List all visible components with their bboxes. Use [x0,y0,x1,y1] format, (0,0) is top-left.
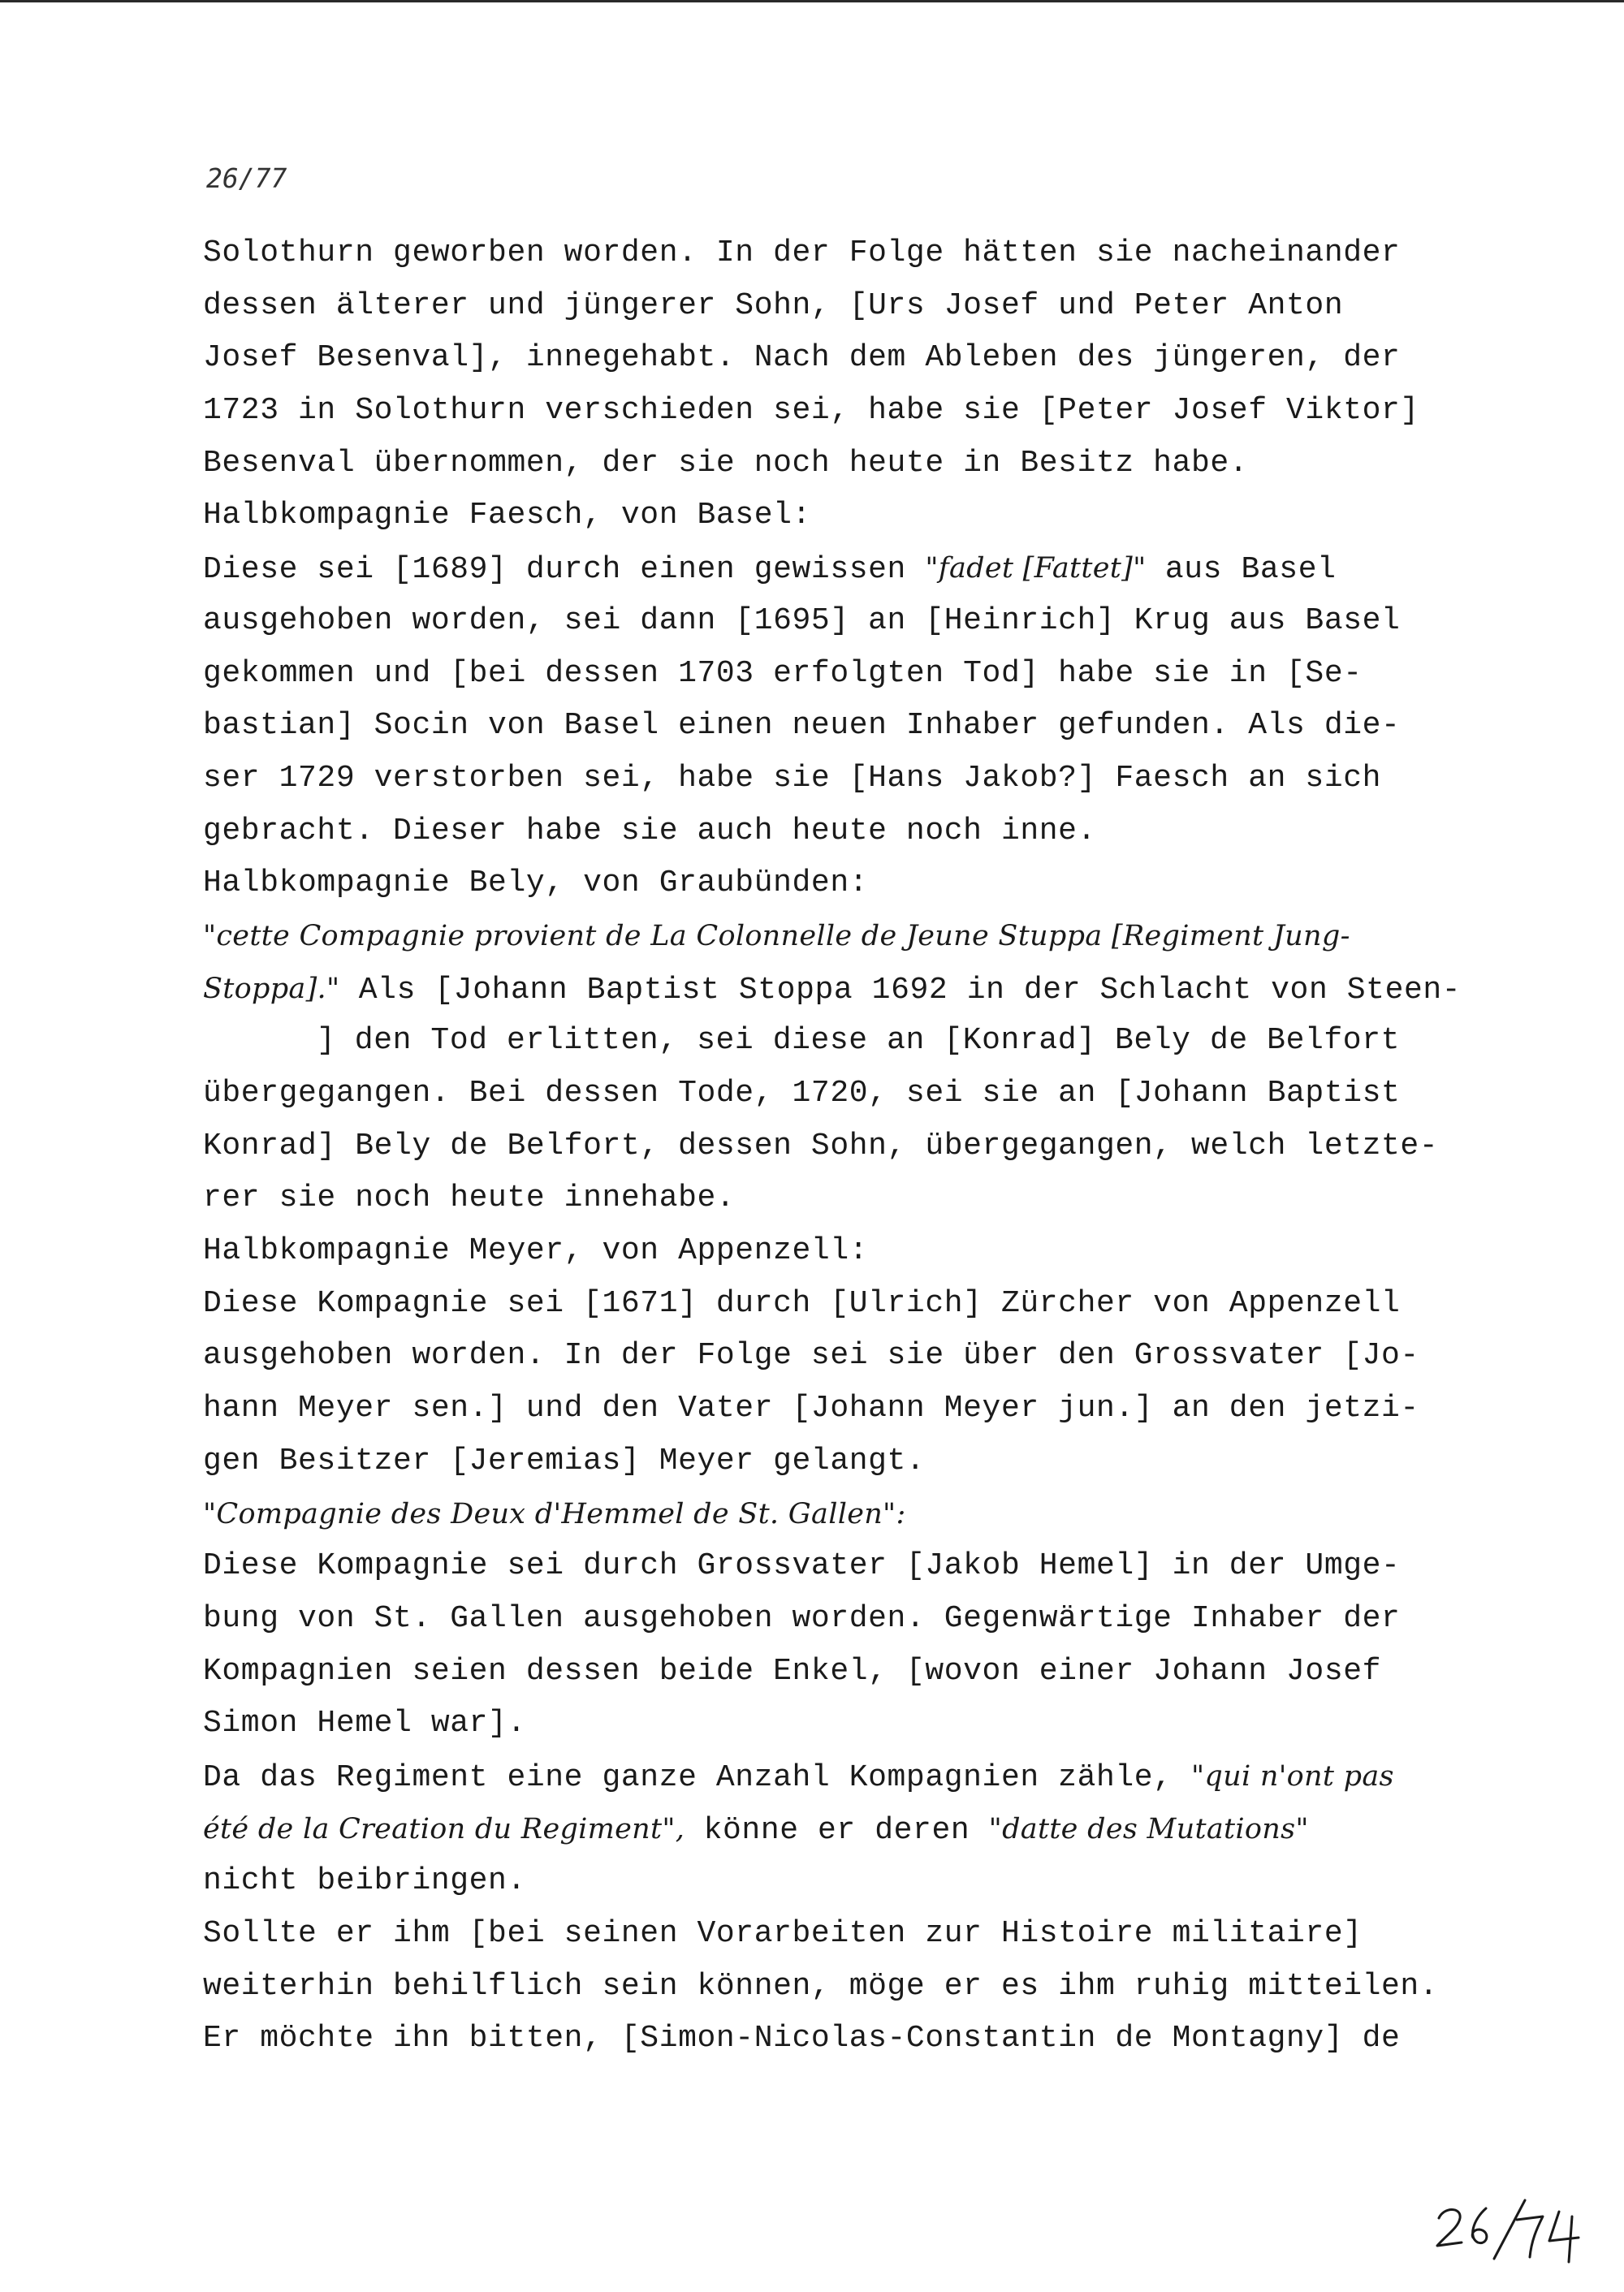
text-line: Simon Hemel war]. [203,1706,526,1742]
text-line: übergegangen. Bei dessen Tode, 1720, sei sie an [Johann Baptist [203,1076,1401,1111]
text-line: Diese Kompagnie sei [1671] durch [Ulrich] Zürcher von Appenzell [203,1285,1401,1321]
text-line [203,1803,1502,1856]
text-line: weiterhin behilflich sein können, möge er es ihm ruhig mitteilen. [203,1968,1439,2004]
text-line: Josef Besenval], innegehabt. Nach dem Ableben des jüngeren, der [203,340,1401,376]
text-line: hann Meyer sen.] und den Vater [Johann Meyer jun.] an den jetzi- [203,1391,1419,1427]
handwritten-page-number [1429,2184,1592,2265]
section-heading-bely: Halbkompagnie Bely, von Graubünden: [203,865,869,901]
section-heading-hemmel [203,1488,1502,1541]
text-line: nicht beibringen. [203,1863,526,1899]
french-quote-end: été de la Creation du Regiment", [203,1812,685,1845]
text-line: Kompagnien seien dessen beide Enkel, [wovon einer Johann Josef [203,1653,1382,1689]
french-quote-end: Stoppa]." [203,972,340,1005]
text-line [203,963,1502,1016]
text-segment: könne er deren [685,1812,989,1848]
text-line: gen Besitzer [Jeremias] Meyer gelangt. [203,1443,926,1478]
section-heading-meyer: Halbkompagnie Meyer, von Appenzell: [203,1233,869,1269]
text-line: bastian] Socin von Basel einen neuen Inhaber gefunden. Als die- [203,708,1401,744]
text-line [203,910,1502,963]
text-line: 1723 in Solothurn verschieden sei, habe sie [Peter Josef Viktor] [203,393,1419,429]
page-top-border [0,0,1624,2]
text-line: bung von St. Gallen ausgehoben worden. Gegenwärtige Inhaber der [203,1600,1401,1636]
text-line: rer sie noch heute innehabe. [203,1181,736,1216]
text-line: ausgehoben worden. In der Folge sei sie über den Grossvater [Jo- [203,1338,1419,1374]
text-line: gebracht. Dieser habe sie auch heute noch inne. [203,813,1096,848]
text-line [203,1750,1502,1803]
text-segment: aus Basel [1146,552,1337,588]
section-heading-faesch: Halbkompagnie Faesch, von Basel: [203,498,811,533]
text-line: Sollte er ihm [bei seinen Vorarbeiten zur Histoire militaire] [203,1916,1363,1951]
text-line: ] den Tod erlitten, sei diese an [Konrad] Bely de Belfort [317,1023,1401,1059]
text-line: Konrad] Bely de Belfort, dessen Sohn, übergegangen, welch letzte- [203,1128,1439,1163]
text-line [203,542,1502,595]
text-line: ausgehoben worden, sei dann [1695] an [Heinrich] Krug aus Basel [203,602,1401,638]
text-line: Er möchte ihn bitten, [Simon-Nicolas-Constantin de Montagny] de [203,2021,1401,2057]
text-line: ser 1729 verstorben sei, habe sie [Hans Jakob?] Faesch an sich [203,760,1382,796]
text-segment: Da das Regiment eine ganze Anzahl Kompagnien zähle, [203,1759,1191,1795]
text-line: dessen älterer und jüngerer Sohn, [Urs Josef und Peter Anton [203,287,1344,323]
page-reference: 26/77 [206,162,287,194]
text-line: Solothurn geworben worden. In der Folge hätten sie nacheinander [203,235,1401,270]
text-line: Diese Kompagnie sei durch Grossvater [Jakob Hemel] in der Umge- [203,1548,1401,1584]
text-segment: Als [Johann Baptist Stoppa 1692 in der Schlacht von Steen- [339,972,1462,1008]
text-line: Besenval übernommen, der sie noch heute in Besitz habe. [203,445,1249,481]
document-body [203,227,1502,2065]
french-quote: "qui n'ont pas [1191,1759,1394,1793]
quoted-name: "fadet [Fattet]" [925,552,1147,585]
text-line: gekommen und [bei dessen 1703 erfolgten Tod] habe sie in [Se- [203,655,1363,691]
french-quote: "cette Compagnie provient de La Colonnelle de Jeune Stuppa [Regiment Jung- [203,919,1350,952]
text-segment: Diese sei [1689] durch einen gewissen [203,552,926,588]
french-heading: "Compagnie des Deux d'Hemmel de St. Gallen": [203,1497,906,1530]
french-quote: "datte des Mutations" [988,1812,1309,1845]
